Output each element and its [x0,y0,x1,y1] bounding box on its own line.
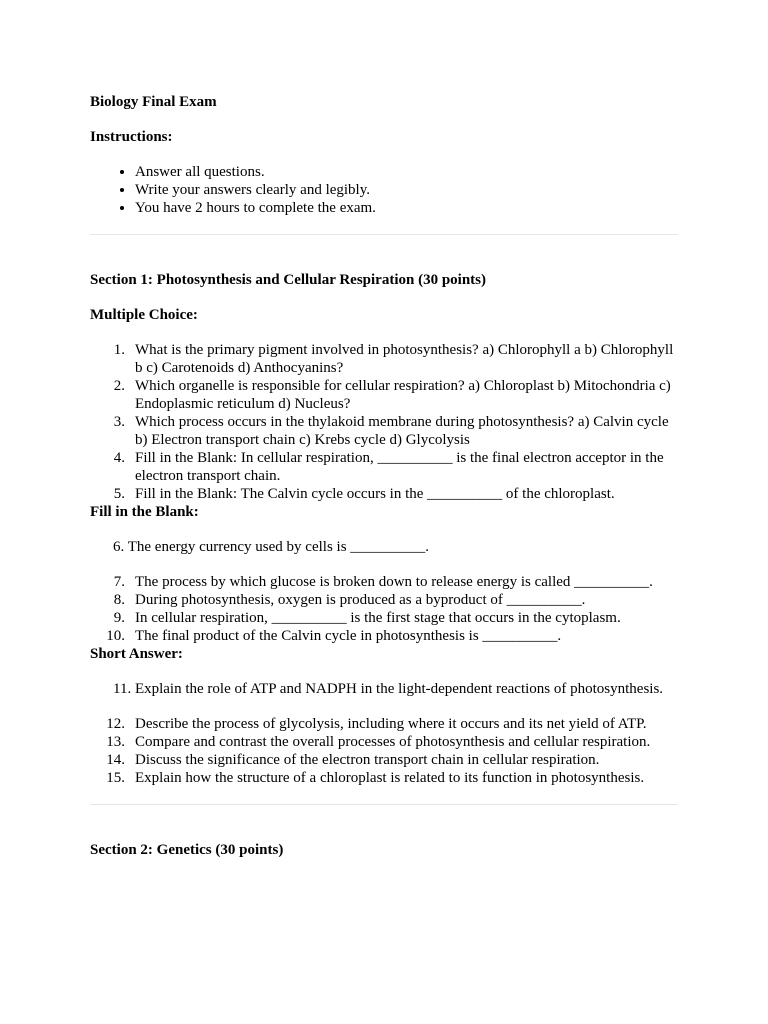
question-text: Compare and contrast the overall processes of photosynthesis and cellular respiration. [135,734,651,750]
question-text: Explain how the structure of a chloroplast is related to its function in photosynthesis. [135,770,645,786]
question-text: The process by which glucose is broken down to release energy is called __________. [135,574,653,590]
instructions-list [90,163,678,217]
question-item [90,733,678,751]
question-number: 4. [113,450,125,466]
question-item [90,377,678,413]
question-text: The final product of the Calvin cycle in photosynthesis is __________. [135,628,562,644]
section-1-heading: Section 1: Photosynthesis and Cellular Respiration (30 points) [90,272,487,288]
question-text: Describe the process of glycolysis, including where it occurs and its net yield of ATP. [135,716,647,732]
question-item [90,573,678,591]
question-number: 10. [106,628,125,644]
instruction-item: • Write your answers clearly and legibly. [135,181,678,199]
question-number: 7. [113,574,125,590]
question-text: Fill in the Blank: The Calvin cycle occurs in the __________ of the chloroplast. [135,486,615,502]
question-text: In cellular respiration, __________ is the first stage that occurs in the cytoplasm. [135,610,621,626]
multiple-choice-heading: Multiple Choice: [90,307,198,323]
question-item [90,715,678,733]
question-item [90,627,678,645]
exam-title: Biology Final Exam [90,94,217,110]
question-number: 2. [113,378,125,394]
question-number: 5. [113,486,125,502]
question-item [90,449,678,485]
question-11: 11. Explain the role of ATP and NADPH in the light-dependent reactions of photosynthesis. [113,681,664,697]
divider [90,804,678,805]
question-item [90,609,678,627]
instructions-heading: Instructions: [90,129,173,145]
question-number: 3. [113,414,125,430]
question-item [90,341,678,377]
question-text: Discuss the significance of the electron transport chain in cellular respiration. [135,752,600,768]
question-number: 14. [106,752,125,768]
question-number: 8. [113,592,125,608]
question-number: 15. [106,770,125,786]
question-number: 13. [106,734,125,750]
section-2-heading: Section 2: Genetics (30 points) [90,842,284,858]
question-number: 9. [113,610,125,626]
question-text: What is the primary pigment involved in photosynthesis? a) Chlorophyll a b) Chlorophyll b c) Carotenoids d) Anthocyanins? [135,342,674,376]
fill-blank-heading: Fill in the Blank: [90,504,199,520]
question-item [90,413,678,449]
instruction-item: • You have 2 hours to complete the exam. [135,199,678,217]
question-item [90,591,678,609]
short-answer-heading: Short Answer: [90,646,183,662]
question-item [90,751,678,769]
question-number: 12. [106,716,125,732]
question-text: Which organelle is responsible for cellular respiration? a) Chloroplast b) Mitochondria c) Endoplasmic reticulum d) Nucleus? [135,378,671,412]
short-answer-list [90,715,678,787]
question-6: 6. The energy currency used by cells is __________. [113,539,430,555]
fill-blank-list [90,573,678,645]
question-number: 1. [113,342,125,358]
question-text: Fill in the Blank: In cellular respiration, __________ is the final electron acceptor in the electron transport chain. [135,450,664,484]
question-text: During photosynthesis, oxygen is produced as a byproduct of __________. [135,592,586,608]
question-item [90,769,678,787]
question-text: Which process occurs in the thylakoid membrane during photosynthesis? a) Calvin cycle b) Electron transport chain c) Krebs cycle d) Glycolysis [135,414,669,448]
divider [90,234,678,235]
exam-document [90,93,678,876]
instruction-item: • Answer all questions. [135,163,678,181]
multiple-choice-list [90,341,678,503]
question-item [90,485,678,503]
